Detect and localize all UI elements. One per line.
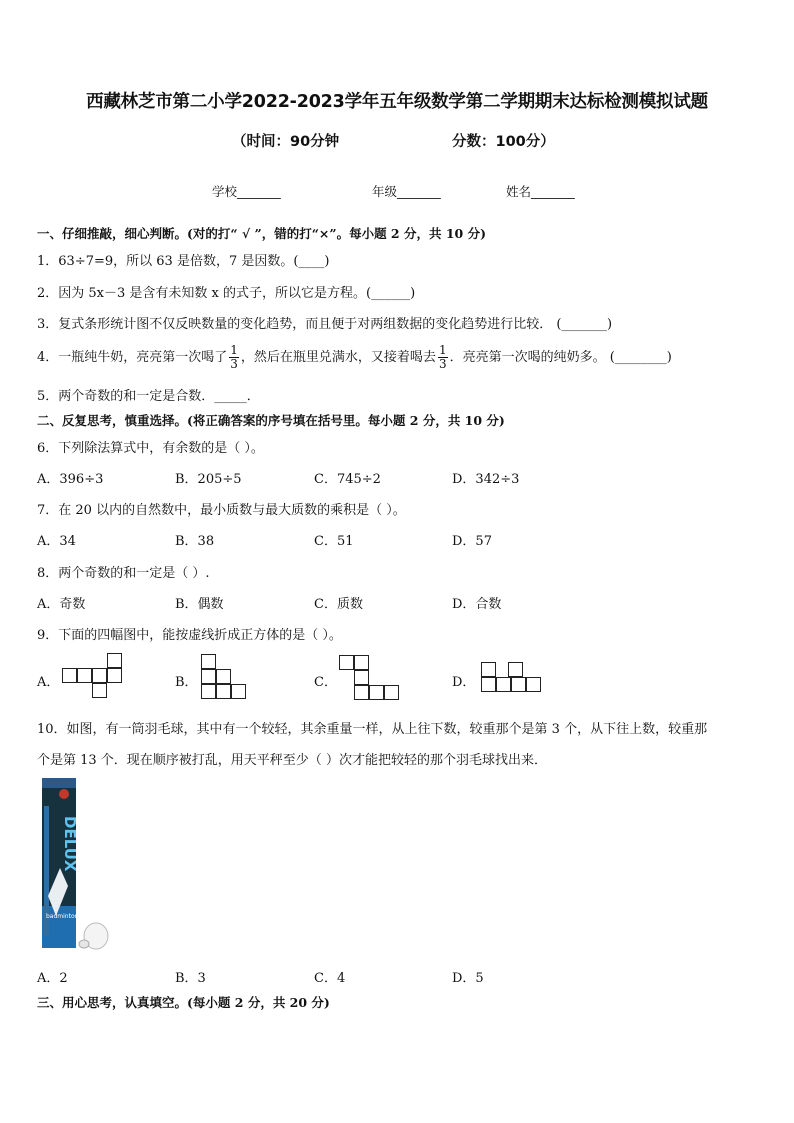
question-9-option-d: D． xyxy=(452,675,476,690)
net-square xyxy=(216,684,231,699)
question-1: 1．63÷7=9，所以 63 是倍数，7 是因数。(____) xyxy=(37,254,330,269)
net-square xyxy=(201,654,216,669)
question-7-option-b: B．38 xyxy=(175,534,215,549)
question-4-part-c: ．亮亮第一次喝的纯奶多。 (________) xyxy=(449,350,672,365)
net-square xyxy=(481,662,496,677)
net-square xyxy=(511,677,526,692)
question-6-option-d: D．342÷3 xyxy=(452,472,520,487)
net-square xyxy=(201,684,216,699)
question-3: 3．复式条形统计图不仅反映数量的变化趋势，而且便于对两组数据的变化趋势进行比较． (_______) xyxy=(37,317,613,332)
fraction-one-third xyxy=(438,344,448,371)
question-2: 2．因为 5x－3 是含有未知数 x 的式子，所以它是方程。(______) xyxy=(37,286,416,301)
exam-title: 西藏林芝市第二小学2022-2023学年五年级数学第二学期期末达标检测模拟试题 xyxy=(86,92,708,112)
net-square xyxy=(481,677,496,692)
net-square xyxy=(508,662,523,677)
section-1-heading: 一、仔细推敲，细心判断。(对的打“ √ ”，错的打“×”。每小题 2 分，共 10 分) xyxy=(37,226,486,241)
question-10-option-c: C．4 xyxy=(314,971,346,986)
question-4 xyxy=(37,344,672,371)
question-8-option-c: C．质数 xyxy=(314,597,363,612)
net-square xyxy=(216,669,231,684)
net-square xyxy=(384,685,399,700)
question-7-option-c: C．51 xyxy=(314,534,354,549)
net-square xyxy=(339,655,354,670)
question-8: 8．两个奇数的和一定是（ ）. xyxy=(37,566,210,581)
fraction-denominator: 3 xyxy=(438,357,447,371)
net-square xyxy=(92,668,107,683)
net-square xyxy=(62,668,77,683)
exam-score: 分数：100分） xyxy=(452,134,555,150)
net-square xyxy=(107,668,122,683)
question-4-part-b: ，然后在瓶里兑满水，又接着喝去 xyxy=(240,350,436,365)
question-7-option-a: A．34 xyxy=(37,534,76,549)
net-square xyxy=(77,668,92,683)
tube-label-text: badminton xyxy=(46,913,79,920)
fraction-numerator: 1 xyxy=(438,343,447,357)
question-8-option-b: B．偶数 xyxy=(175,597,224,612)
net-square xyxy=(231,684,246,699)
net-square xyxy=(354,655,369,670)
net-square xyxy=(201,669,216,684)
question-7: 7．在 20 以内的自然数中，最小质数与最大质数的乘积是（ ）。 xyxy=(37,503,406,518)
section-2-heading: 二、反复思考，慎重选择。(将正确答案的序号填在括号里。每小题 2 分，共 10 分) xyxy=(37,413,505,428)
net-square xyxy=(526,677,541,692)
question-9-option-b: B． xyxy=(175,675,198,690)
question-6-option-a: A．396÷3 xyxy=(37,472,104,487)
question-9-option-c: C． xyxy=(314,675,337,690)
question-9: 9．下面的四幅图中，能按虚线折成正方体的是（ ）。 xyxy=(37,628,342,643)
net-square xyxy=(107,653,122,668)
shuttlecock-tube-image xyxy=(38,776,110,956)
exam-time: （时间：90分钟 xyxy=(232,134,340,150)
question-8-option-d: D．合数 xyxy=(452,597,502,612)
fraction-numerator: 1 xyxy=(230,343,238,357)
name-field: 姓名_______ xyxy=(506,184,575,199)
question-4-part-a: 4．一瓶纯牛奶，亮亮第一次喝了 xyxy=(37,350,228,365)
net-square xyxy=(354,670,369,685)
net-square xyxy=(369,685,384,700)
question-6-option-c: C．745÷2 xyxy=(314,472,381,487)
question-6-option-b: B．205÷5 xyxy=(175,472,242,487)
net-square xyxy=(92,683,107,698)
fraction-denominator: 3 xyxy=(230,357,238,371)
tube-brand-text: DELUX xyxy=(61,816,79,872)
question-10-line-1: 10．如图，有一筒羽毛球，其中有一个较轻，其余重量一样，从上往下数，较重那个是第 3 个，从下往上数，较重那 xyxy=(37,722,708,737)
net-square xyxy=(354,685,369,700)
question-5: 5．两个奇数的和一定是合数．_____． xyxy=(37,389,260,404)
question-9-option-a: A． xyxy=(37,675,60,690)
section-3-heading: 三、用心思考，认真填空。(每小题 2 分，共 20 分) xyxy=(37,995,330,1010)
question-10-option-d: D．5 xyxy=(452,971,484,986)
question-10-option-a: A．2 xyxy=(37,971,68,986)
question-6: 6．下列除法算式中，有余数的是（ ）。 xyxy=(37,441,264,456)
question-7-option-d: D．57 xyxy=(452,534,492,549)
question-10-line-2: 个是第 13 个．现在顺序被打乱，用天平秤至少（ ）次才能把较轻的那个羽毛球找出来． xyxy=(37,753,547,768)
net-square xyxy=(496,677,511,692)
fraction-one-third xyxy=(229,344,239,371)
question-10-option-b: B．3 xyxy=(175,971,206,986)
question-8-option-a: A．奇数 xyxy=(37,597,86,612)
grade-field: 年级_______ xyxy=(372,184,441,199)
school-field: 学校_______ xyxy=(212,184,281,199)
